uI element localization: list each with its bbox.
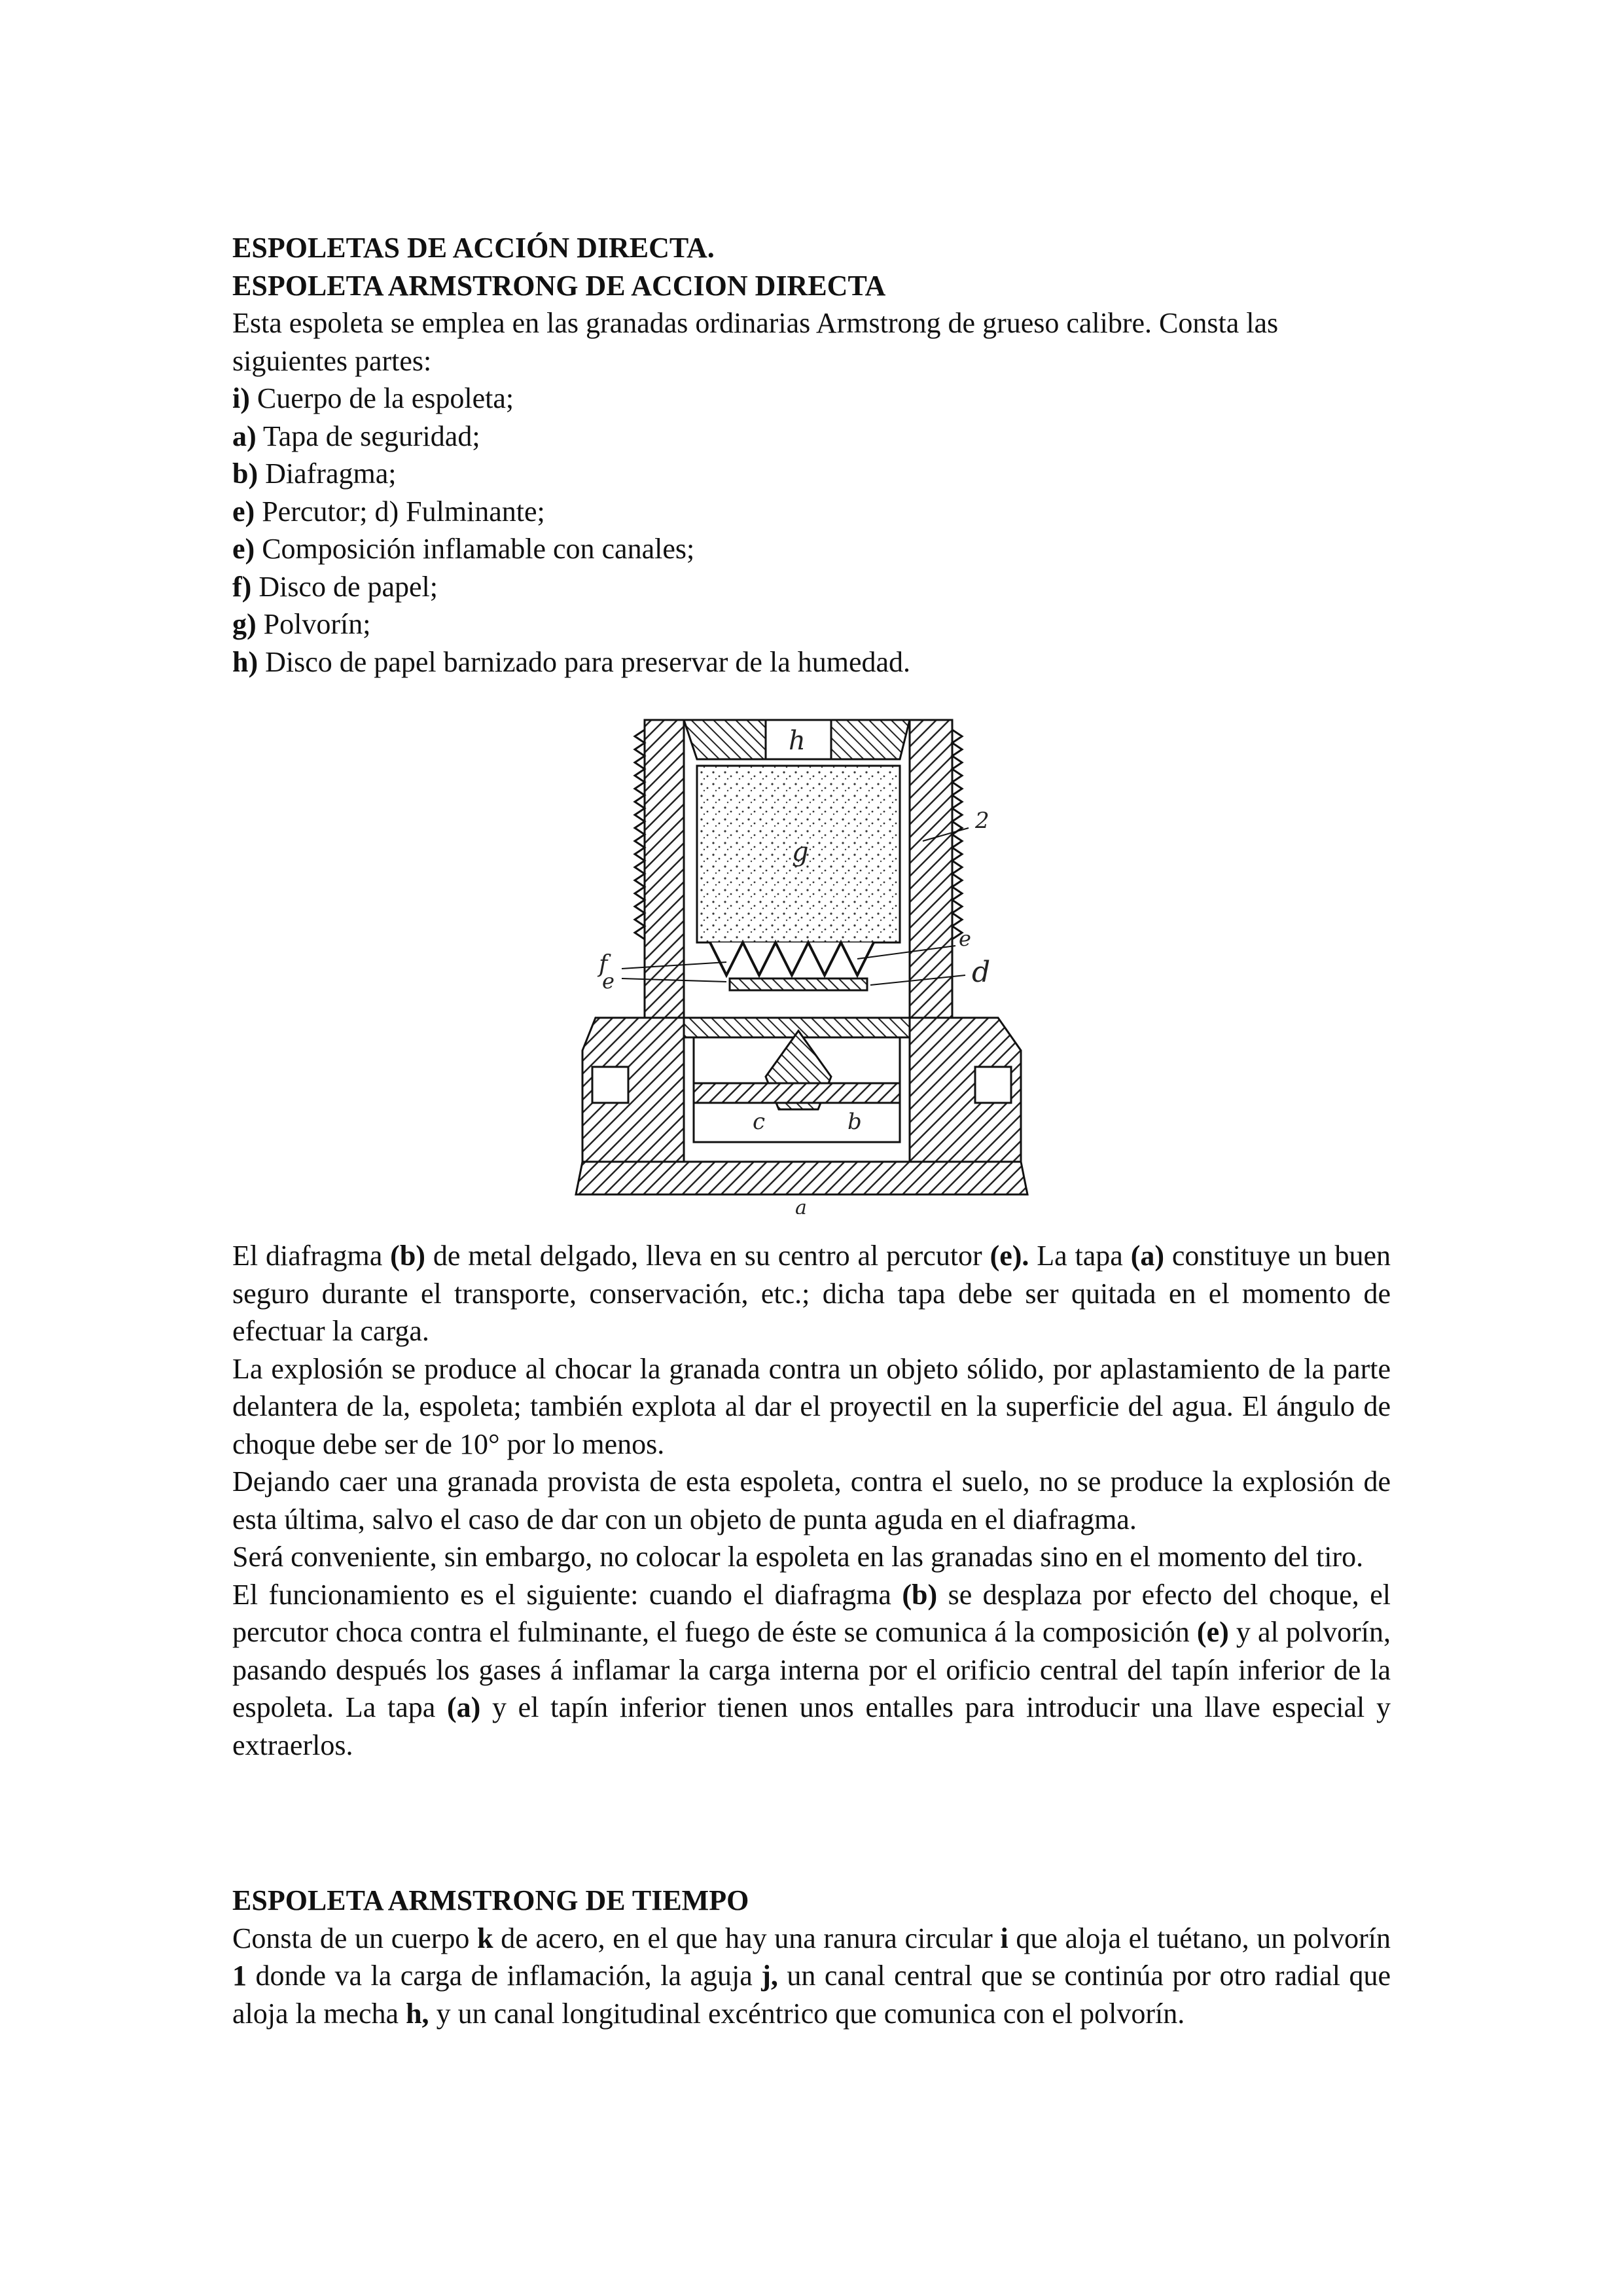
top-cap-left bbox=[684, 720, 766, 759]
label-b: b bbox=[847, 1109, 862, 1135]
list-item: f) Disco de papel; bbox=[232, 570, 438, 603]
right-notch bbox=[975, 1067, 1011, 1103]
label-a: a bbox=[795, 1196, 807, 1214]
list-item: e) Composición inflamable con canales; bbox=[232, 533, 695, 565]
label-e-left: e bbox=[602, 969, 615, 994]
thread-right bbox=[952, 730, 962, 939]
parts-list bbox=[232, 380, 1391, 681]
thread-left bbox=[635, 730, 645, 939]
paragraph-tiempo: Consta de un cuerpo k de acero, en el que hay una ranura circular i que aloja el tuétano, un polvorín 1 donde va la carga de inflamación, la aguja j, un canal central que se continúa por otro radial que aloja la mecha h, y un canal longitudinal excéntrico que comunica con el polvorín. bbox=[232, 1922, 1391, 2030]
list-item: g) Polvorín; bbox=[232, 608, 371, 640]
list-item: e) Percutor; d) Fulminante; bbox=[232, 495, 545, 528]
heading-armstrong-tiempo: ESPOLETA ARMSTRONG DE TIEMPO bbox=[232, 1884, 749, 1916]
label-e-right: e bbox=[959, 926, 971, 951]
base-plate bbox=[576, 1162, 1027, 1194]
paragraph-diafragma: El diafragma (b) de metal delgado, lleva en su centro al percutor (e). La tapa (a) constituye un buen seguro durante el transporte, conservación, etc.; dicha tapa debe ser quitada en el momento de efectuar la carga. bbox=[232, 1240, 1391, 1347]
text-block-bottom bbox=[232, 1882, 1391, 2032]
label-f: f bbox=[599, 951, 608, 978]
list-item: b) Diafragma; bbox=[232, 457, 397, 490]
list-item: i) Cuerpo de la espoleta; bbox=[232, 382, 514, 414]
label-body: 2 bbox=[975, 808, 990, 834]
label-d: d bbox=[972, 956, 991, 989]
paragraph-funcionamiento: El funcionamiento es el siguiente: cuando el diafragma (b) se desplaza por efecto del choque, el percutor choca contra el fulminante, el fuego de éste se comunica á la composición (e) y al polvorín, pasando después los gases á inflamar la carga interna por el orificio central del tapín inferior de la espoleta. La tapa (a) y el tapín inferior tienen unos entalles para introducir una llave especial y extraerlos. bbox=[232, 1578, 1391, 1761]
list-item: a) Tapa de seguridad; bbox=[232, 420, 480, 452]
text-block-middle bbox=[232, 1237, 1391, 1764]
fuze-cross-section-figure bbox=[569, 710, 1054, 1214]
label-top-cap: h bbox=[789, 726, 806, 756]
label-powder: g bbox=[792, 837, 809, 867]
left-notch bbox=[592, 1067, 628, 1103]
list-item: h) Disco de papel barnizado para preservar de la humedad. bbox=[232, 645, 910, 678]
heading-armstrong-accion-directa: ESPOLETA ARMSTRONG DE ACCION DIRECTA bbox=[232, 269, 886, 302]
label-c: c bbox=[753, 1109, 766, 1135]
fuze-body-left-wall bbox=[645, 720, 684, 1018]
paragraph-conveniente: Será conveniente, sin embargo, no colocar la espoleta en las granadas sino en el momento del tiro. bbox=[232, 1541, 1364, 1573]
text-block-top bbox=[232, 229, 1391, 681]
heading-espoletas-accion-directa: ESPOLETAS DE ACCIÓN DIRECTA. bbox=[232, 232, 715, 264]
paragraph-caida: Dejando caer una granada provista de esta espoleta, contra el suelo, no se produce la explosión de esta última, salvo el caso de dar con un objeto de punta aguda en el diafragma. bbox=[232, 1465, 1391, 1535]
top-cap-right bbox=[831, 720, 910, 759]
paper-disc bbox=[730, 978, 867, 990]
lower-plug bbox=[694, 1083, 900, 1103]
paragraph-explosion: La explosión se produce al chocar la granada contra un objeto sólido, por aplastamiento de la parte delantera de la, espoleta; también explota al dar el proyectil en la superficie del agua. El ángulo de choque debe ser de 10° por lo menos. bbox=[232, 1352, 1391, 1460]
intro-paragraph: Esta espoleta se emplea en las granadas ordinarias Armstrong de grueso calibre. Consta las siguientes partes: bbox=[232, 307, 1279, 377]
composition-channels bbox=[710, 942, 874, 975]
fuze-body-right-wall bbox=[910, 720, 952, 1018]
